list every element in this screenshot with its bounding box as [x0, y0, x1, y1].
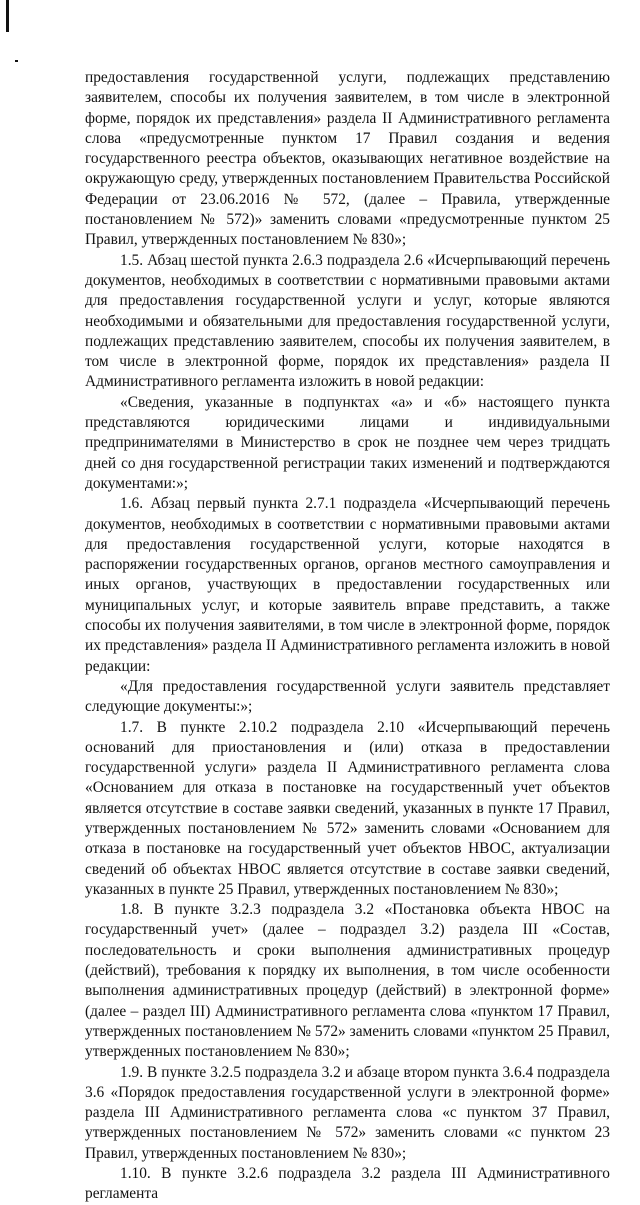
paragraph: «Сведения, указанные в подпунктах «а» и «б» настоящего пункта представляются юридическими лицами и индивидуальными предпринимателями в Министерство в срок не позднее чем через тридцать дней со дня государственной регистрации таких изменений и подтверждаются документами:»;	[85, 393, 610, 492]
scan-speck	[15, 60, 18, 62]
paragraph: 1.5. Абзац шестой пункта 2.6.3 подраздела 2.6 «Исчерпывающий перечень документов, необходимых в соответствии с нормативными правовыми актами для предоставления государственной услуги и услуг, которые являются необходимыми и обязательными для предоставления государственной услуги, подлежащих представлению заявителем, способы их получения заявителем, в том числе в электронной форме, порядок их представления» раздела II Административного регламента изложить в новой редакции:	[85, 251, 610, 391]
document-body	[85, 68, 610, 1205]
paragraph: 1.8. В пункте 3.2.3 подраздела 3.2 «Постановка объекта НВОС на государственный учет» (далее – подраздел 3.2) раздела III «Состав, последовательность и сроки выполнения административных процедур (действий), требования к порядку их выполнения, в том числе особенности выполнения административных процедур (действий) в электронной форме» (далее – раздел III) Административного регламента слова «пунктом 17 Правил, утвержденных постановлением № 572» заменить словами «пунктом 25 Правил, утвержденных постановлением № 830»;	[85, 901, 610, 1061]
paragraph: 1.9. В пункте 3.2.5 подраздела 3.2 и абзаце втором пункта 3.6.4 подраздела 3.6 «Порядок предоставления государственной услуги в электронной форме» раздела III Административного регламента слова «с пунктом 37 Правил, утвержденных постановлением № 572» заменить словами «с пунктом 23 Правил, утвержденных постановлением № 830»;	[85, 1063, 610, 1162]
paragraph: «Для предоставления государственной услуги заявитель представляет следующие документы:»;	[85, 677, 610, 716]
paragraph: 1.7. В пункте 2.10.2 подраздела 2.10 «Исчерпывающий перечень оснований для приостановления и (или) отказа в предоставлении государственной услуги» раздела II Административного регламента слова «Основанием для отказа в постановке на государственный учет объектов является отсутствие в составе заявки сведений, указанных в пункте 17 Правил, утвержденных постановлением № 572» заменить словами «Основанием для отказа в постановке на государственный учет объектов НВОС, актуализации сведений об объектах НВОС является отсутствие в составе заявки сведений, указанных в пункте 25 Правил, утвержденных постановлением № 830»;	[85, 718, 610, 898]
scan-margin-mark	[6, 0, 9, 32]
paragraph: предоставления государственной услуги, подлежащих представлению заявителем, способы их получения заявителем, в том числе в электронной форме, порядок их представления» раздела II Административного регламента слова «предусмотренные пунктом 17 Правил создания и ведения государственного реестра объектов, оказывающих негативное воздействие на окружающую среду, утвержденных постановлением Правительства Российской Федерации от 23.06.2016 № 572, (далее – Правила, утвержденные постановлением № 572)» заменить словами «предусмотренные пунктом 25 Правил, утвержденных постановлением № 830»;	[85, 69, 610, 249]
paragraph: 1.6. Абзац первый пункта 2.7.1 подраздела «Исчерпывающий перечень документов, необходимых в соответствии с нормативными правовыми актами для предоставления государственной услуги, которые находятся в распоряжении государственных органов, органов местного самоуправления и иных органов, участвующих в предоставлении государственных или муниципальных услуг, и которые заявитель вправе представить, а также способы их получения заявителями, в том числе в электронной форме, порядок их представления» раздела II Административного регламента изложить в новой редакции:	[85, 495, 610, 675]
paragraph: 1.10. В пункте 3.2.6 подраздела 3.2 раздела III Административного регламента	[85, 1165, 610, 1203]
